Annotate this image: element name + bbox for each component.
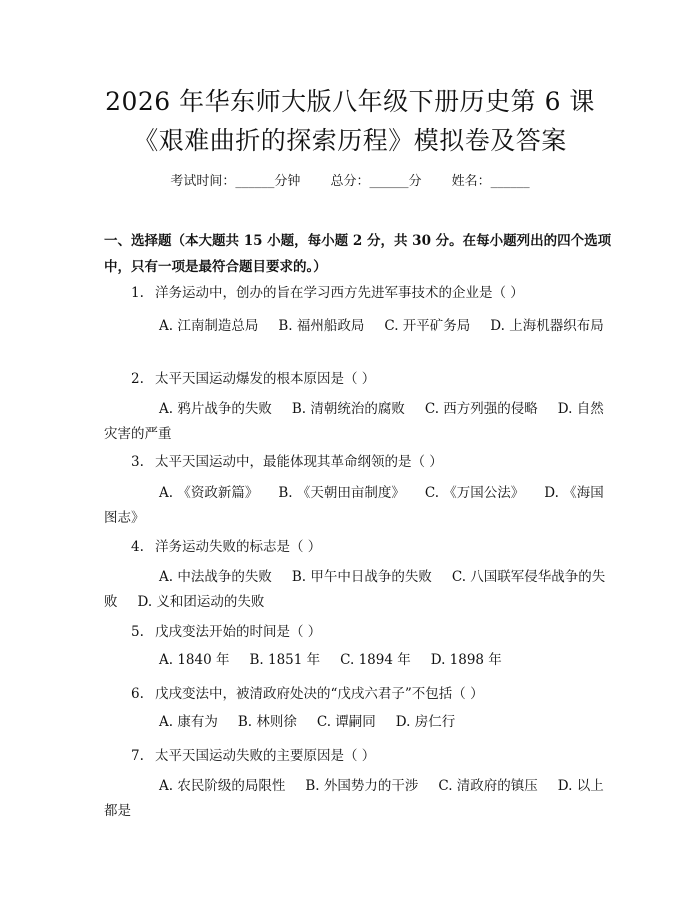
option-d: D. 房仁行: [395, 714, 456, 730]
option-d: D. 以上都是: [104, 778, 604, 819]
option-c: C. 开平矿务局: [384, 318, 471, 334]
option-a: A. 《资政新篇》: [159, 485, 259, 501]
question-4: [131, 535, 321, 555]
option-b: B. 福州船政局: [278, 318, 365, 334]
option-c: C. 西方列强的侵略: [424, 401, 538, 417]
total-score-label: 总分：______分: [330, 174, 422, 189]
option-a: A. 江南制造总局: [159, 318, 259, 334]
question-text: 戊戌变法开始的时间是（ ）: [155, 624, 322, 640]
document-title-line-1: 2026 年华东师大版八年级下册历史第 6 课: [105, 87, 595, 116]
question-number: 5.: [131, 624, 144, 640]
option-c: C. 《万国公法》: [424, 485, 525, 501]
question-4-options: [104, 565, 610, 615]
option-c: C. 八国联军侵华战争的失败: [104, 569, 606, 610]
option-b: B. 《天朝田亩制度》: [278, 485, 405, 501]
option-d: D. 自然灾害的严重: [104, 401, 604, 442]
question-text: 戊戌变法中，被清政府处决的“戊戌六君子”不包括（ ）: [155, 686, 484, 702]
question-5-options: [104, 648, 610, 673]
question-number: 2.: [131, 371, 144, 387]
question-text: 太平天国运动爆发的根本原因是（ ）: [155, 371, 376, 387]
question-number: 4.: [131, 539, 144, 555]
question-6: [131, 682, 484, 702]
question-text: 洋务运动失败的标志是（ ）: [155, 539, 322, 555]
question-7-options: [104, 774, 610, 824]
question-number: 6.: [131, 686, 144, 702]
exam-time-label: 考试时间：______分钟: [170, 174, 301, 189]
question-1-options: [104, 314, 610, 339]
option-a: A. 鸦片战争的失败: [159, 401, 272, 417]
question-text: 洋务运动中，创办的旨在学习西方先进军事技术的企业是（ ）: [155, 285, 524, 301]
question-2: [131, 367, 375, 387]
question-3: [131, 450, 443, 470]
question-6-options: [104, 710, 610, 735]
option-b: B. 甲午中日战争的失败: [291, 569, 432, 585]
option-c: C. 1894 年: [340, 652, 411, 668]
option-a: A. 中法战争的失败: [159, 569, 272, 585]
question-5: [131, 620, 321, 640]
option-b: B. 外国势力的干涉: [305, 778, 419, 794]
option-b: B. 清朝统治的腐败: [291, 401, 405, 417]
option-b: B. 1851 年: [249, 652, 321, 668]
document-title-line-2: 《艰难曲折的探索历程》模拟卷及答案: [133, 126, 567, 155]
option-a: A. 农民阶级的局限性: [159, 778, 286, 794]
section-heading: 一、选择题（本大题共 15 小题，每小题 2 分，共 30 分。在每小题列出的四个选项中，只有一项是最符合题目要求的。）: [104, 233, 612, 275]
exam-meta: [0, 170, 700, 189]
question-text: 太平天国运动中，最能体现其革命纲领的是（ ）: [155, 454, 443, 470]
option-a: A. 康有为: [159, 714, 218, 730]
option-d: D. 义和团运动的失败: [137, 594, 265, 610]
option-c: C. 清政府的镇压: [438, 778, 538, 794]
question-1: [131, 281, 524, 301]
option-d: D. 《海国图志》: [104, 485, 604, 526]
option-d: D. 1898 年: [430, 652, 502, 668]
question-number: 3.: [131, 454, 144, 470]
question-2-options: [104, 397, 610, 447]
question-text: 太平天国运动失败的主要原因是（ ）: [155, 748, 376, 764]
option-c: C. 谭嗣同: [316, 714, 376, 730]
question-7: [131, 744, 375, 764]
option-d: D. 上海机器织布局: [490, 318, 604, 334]
option-b: B. 林则徐: [237, 714, 297, 730]
question-number: 7.: [131, 748, 144, 764]
question-3-options: [104, 481, 610, 531]
option-a: A. 1840 年: [159, 652, 230, 668]
question-number: 1.: [131, 285, 144, 301]
student-name-label: 姓名：______: [451, 174, 530, 189]
